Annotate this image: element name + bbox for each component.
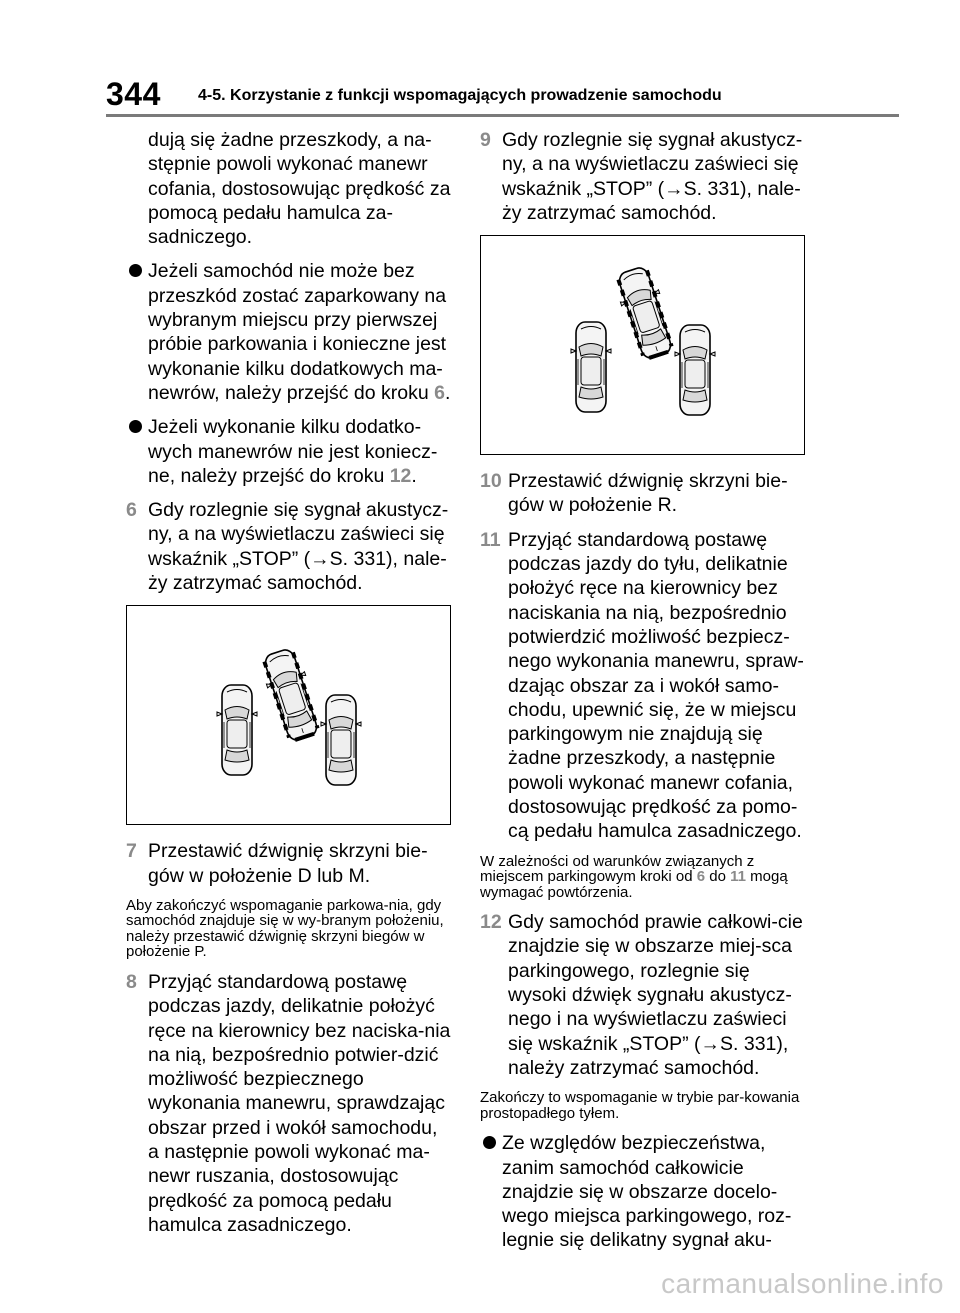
left-column	[126, 128, 451, 1247]
arrow-icon: →	[310, 547, 330, 570]
step-number: 6	[126, 499, 137, 522]
bullet-dot-icon	[129, 264, 142, 277]
step-7-note: Aby zakończyć wspomaganie parkowa-nia, gdy samochód znajduje się w wy-branym położeniu, należy przestawić dźwignię skrzyni biegów w położenie P.	[126, 896, 444, 961]
chapter-title: 4-5. Korzystanie z funkcji wspomagających prowadzenie samochodu	[198, 87, 722, 104]
step-number: 7	[126, 840, 137, 863]
step-12: 12 Gdy samochód prawie całkowi-cie znajdzie się w obszarze miej-sca parkingowego, rozlegnie się wysoki dźwięk sygnału akustycz-nego i na wyświetlaczu zaświeci się wskaźnik „STOP” (→S. 331), należy zatrzymać samochód.	[480, 911, 803, 1079]
bullet-dot-icon	[483, 1136, 496, 1149]
step-12-note: Zakończy to wspomaganie w trybie par-kowania prostopadłego tyłem.	[480, 1089, 800, 1122]
step-9: 9 Gdy rozlegnie się sygnał akustycz-ny, a na wyświetlaczu zaświeci się wskaźnik „STOP” (→S. 331), nale-ży zatrzymać samochód.	[480, 129, 803, 224]
bullet-item: Ze względów bezpieczeństwa, zanim samochód całkowicie znajdzie się w obszarze docelo-wego miejsca parkingowego, roz-legnie się delikatny sygnał aku-	[480, 1131, 805, 1252]
watermark: carmanualsonline.info	[661, 1268, 944, 1299]
step-number: 8	[126, 970, 137, 993]
step-reference: 6	[696, 868, 706, 886]
parking-illustration	[480, 235, 805, 455]
arrow-icon: →	[700, 1032, 721, 1055]
step-number: 12	[480, 911, 502, 934]
step-reference: 11	[730, 868, 746, 886]
step-10: 10 Przestawić dźwignię skrzyni bie-gów w położenie R.	[480, 470, 788, 517]
step-11-note: W zależności od warunków związanych z miejscem parkingowym kroki od 6 do 11 mogą wymagać powtórzenia.	[480, 852, 788, 901]
bullet-dot-icon	[129, 420, 142, 433]
parking-illustration	[126, 605, 451, 825]
parking-cars-image	[563, 265, 723, 425]
bullet-item: Jeżeli samochód nie może bez przeszkód zostać zaparkowany na wybranym miejscu przy pierwszej próbie parkowania i konieczne jest wykonanie kilku dodatkowych ma-newrów, należy przejść do kroku 6.	[126, 259, 451, 405]
step-reference: 12	[389, 464, 412, 487]
step-7: 7 Przestawić dźwignię skrzyni bie-gów w położenie D lub M.	[126, 840, 428, 887]
header-rule	[106, 114, 899, 117]
continued-paragraph: dują się żadne przeszkody, a na-stępnie powoli wykonać manewr cofania, dostosowując prędkość za pomocą pedału hamulca za-sadniczego.	[148, 129, 451, 249]
page-number: 344	[106, 76, 161, 112]
page-header	[0, 0, 960, 120]
step-number: 9	[480, 129, 491, 151]
step-8: 8 Przyjąć standardową postawę podczas jazdy, delikatnie położyć ręce na kierownicy bez naciska-nia na nią, bezpośrednio potwier-dzić możliwość bezpiecznego wykonania manewru, sprawdzając obszar przed i wokół samochodu, a następnie powoli wykonać ma-newr ruszania, dostosowując prędkość za pomocą pedału hamulca zasadniczego.	[126, 970, 451, 1236]
step-number: 10	[480, 470, 502, 493]
bullet-item: Jeżeli wykonanie kilku dodatko-wych manewrów nie jest koniecz-ne, należy przejść do kroku 12.	[126, 415, 451, 488]
step-6: 6 Gdy rozlegnie się sygnał akustycz-ny, a na wyświetlaczu zaświeci się wskaźnik „STOP” (→S. 331), nale-ży zatrzymać samochód.	[126, 499, 449, 595]
parking-cars-image	[209, 635, 369, 795]
step-number: 11	[480, 528, 501, 551]
arrow-icon: →	[664, 177, 684, 200]
step-reference: 6	[434, 381, 445, 404]
step-11: 11 Przyjąć standardową postawę podczas jazdy do tyłu, delikatnie położyć ręce na kierownicy bez naciskania na nią, bezpośrednio potwierdzić możliwość bezpiecz-nego wykonania manewru, spraw-dzając obszar za i wokół samo-chodu, upewnić się, że w miejscu parkingowym nie znajdują się żadne przeszkody, a następnie powoli wykonać manewr cofania, dostosowując prędkość za pomo-cą pedału hamulca zasadniczego.	[480, 528, 804, 843]
right-column	[480, 128, 805, 1263]
